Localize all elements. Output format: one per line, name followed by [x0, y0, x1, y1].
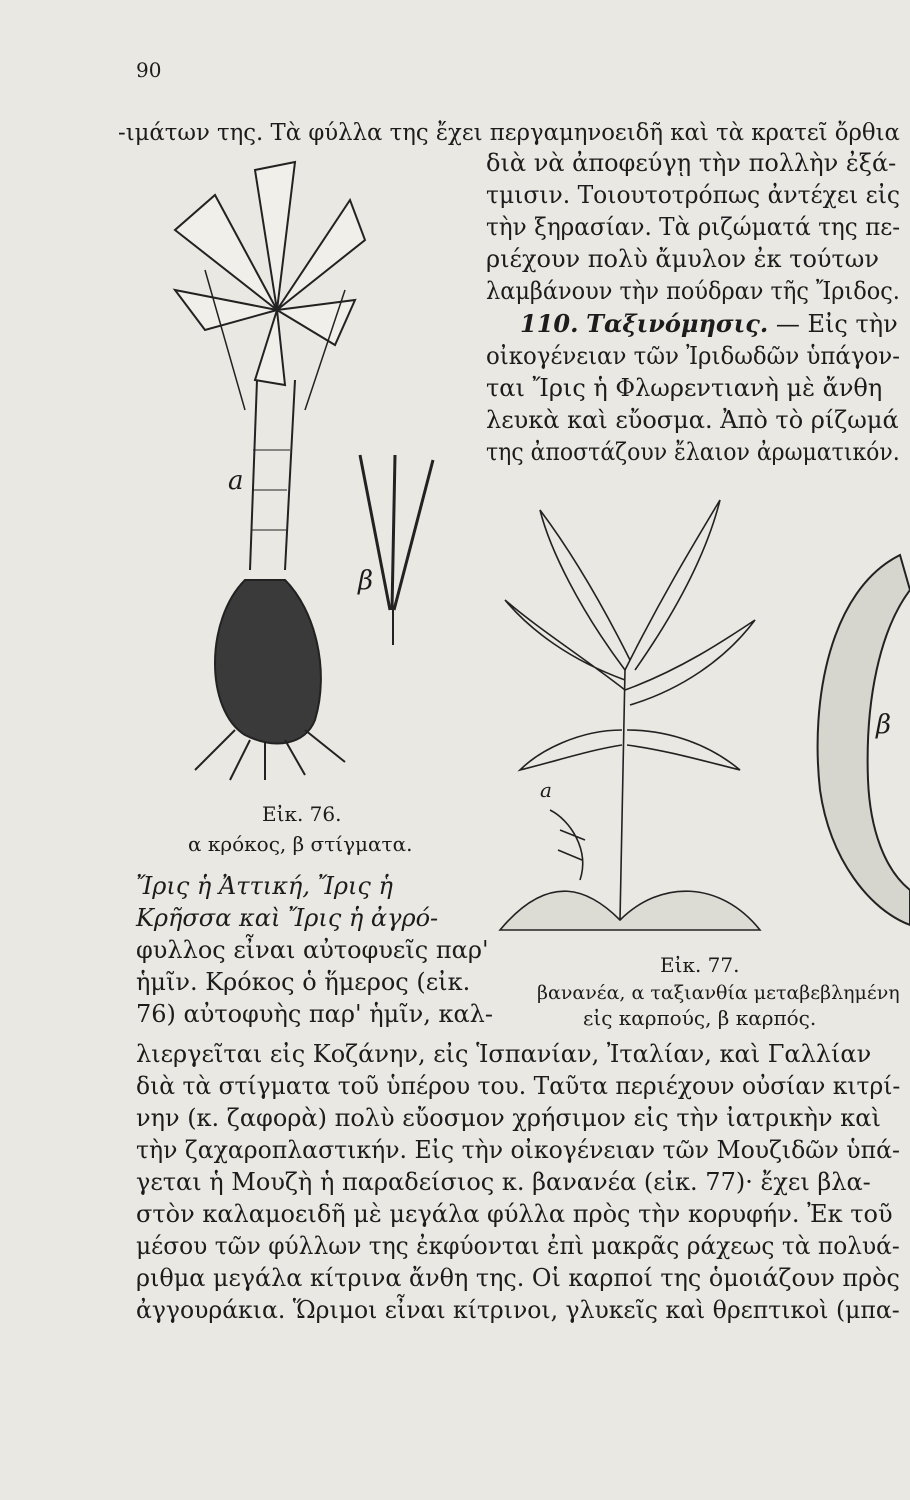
page-number: 90 [136, 58, 162, 82]
text-line: στὸν καλαμοειδῆ μὲ μεγάλα φύλλα πρὸς τὴν κορυφήν. Ἐκ τοῦ [136, 1200, 893, 1228]
figure-76-label-a: a [228, 466, 244, 496]
text-line: μέσου τῶν φύλλων της ἐκφύονται ἐπὶ μακρᾶς ράχεως τὰ πολυά- [136, 1232, 900, 1260]
text-line: ἀγγουράκια. Ὥριμοι εἶναι κίτρινοι, γλυκεῖς καὶ θρεπτικοὶ (μπα- [136, 1296, 900, 1324]
text-line: τὴν ξηρασίαν. Τὰ ριζώματά της πε- [486, 213, 901, 241]
text-line: γεται ἡ Μουζὴ ἡ παραδείσιος κ. βανανέα (εἰκ. 77)· ἔχει βλα- [136, 1168, 871, 1196]
figure-76-label-b: β [358, 566, 374, 596]
banana-fruit-figure [790, 550, 910, 930]
figure-77-label-a: a [540, 778, 552, 802]
figure-77-caption: βανανέα, α ταξιανθία μεταβεβλημένη [537, 982, 900, 1004]
banana-plant-figure [490, 490, 770, 940]
text-line: λευκὰ καὶ εὔοσμα. Ἀπὸ τὸ ρίζωμά [486, 406, 899, 434]
text-line: λαμβάνουν τὴν πούδραν τῆς Ἴριδος. [486, 277, 900, 305]
text-line: -ιμάτων της. Τὰ φύλλα της ἔχει περγαμηνοειδῆ καὶ τὰ κρατεῖ ὄρθια [118, 118, 900, 146]
text-line: λιεργεῖται εἰς Κοζάνην, εἰς Ἱσπανίαν, Ἰταλίαν, καὶ Γαλλίαν [136, 1040, 872, 1068]
section-title: Ταξινόμησις. [586, 309, 769, 338]
text-line: ἡμῖν. Κρόκος ὁ ἥμερος (εἰκ. [136, 968, 471, 996]
text-line: Κρῆσσα καὶ Ἴρις ἡ ἀγρό- [136, 904, 439, 932]
text-line: τμισιν. Τοιουτοτρόπως ἀντέχει εἰς [486, 181, 901, 209]
text-line: οἰκογένειαν τῶν Ἰριδωδῶν ὑπάγον- [486, 342, 900, 370]
text-line: της ἀποστάζουν ἔλαιον ἀρωματικόν. [486, 438, 900, 466]
figure-77-label-b: β [876, 710, 892, 740]
section-text: — Εἰς τὴν [775, 310, 898, 338]
section-number: 110. [520, 309, 579, 338]
text-line: ριθμα μεγάλα κίτρινα ἄνθη της. Οἱ καρποί της ὁμοιάζουν πρὸς [136, 1264, 900, 1292]
figure-76-caption: α κρόκος, β στίγματα. [188, 832, 413, 856]
text-line: φυλλος εἶναι αὐτοφυεῖς παρ' [136, 936, 489, 964]
stigmas-figure [345, 450, 445, 650]
text-line: ται Ἴρις ἡ Φλωρεντιανὴ μὲ ἄνθη [486, 374, 883, 402]
text-line: ριέχουν πολὺ ἄμυλον ἐκ τούτων [486, 245, 879, 273]
text-line: Ἴρις ἡ Ἀττική, Ἴρις ἡ [136, 872, 393, 900]
figure-77-caption-2: εἰς καρπούς, β καρπός. [583, 1006, 817, 1030]
section-heading-line [520, 310, 898, 338]
text-line: τὴν ζαχαροπλαστικήν. Εἰς τὴν οἰκογένειαν τῶν Μουζιδῶν ὑπά- [136, 1136, 900, 1164]
text-line: νην (κ. ζαφορὰ) πολὺ εὔοσμον χρήσιμον εἰς τὴν ἰατρικὴν καὶ [136, 1104, 881, 1132]
figure-77-caption-number: Εἰκ. 77. [660, 953, 740, 977]
text-line: διὰ τὰ στίγματα τοῦ ὑπέρου του. Ταῦτα περιέχουν οὐσίαν κιτρί- [136, 1072, 901, 1100]
figure-76-caption-number: Εἰκ. 76. [262, 802, 342, 826]
text-line: 76) αὐτοφυὴς παρ' ἡμῖν, καλ- [136, 1000, 493, 1028]
text-line: διὰ νὰ ἀποφεύγῃ τὴν πολλὴν ἐξά- [486, 149, 897, 177]
